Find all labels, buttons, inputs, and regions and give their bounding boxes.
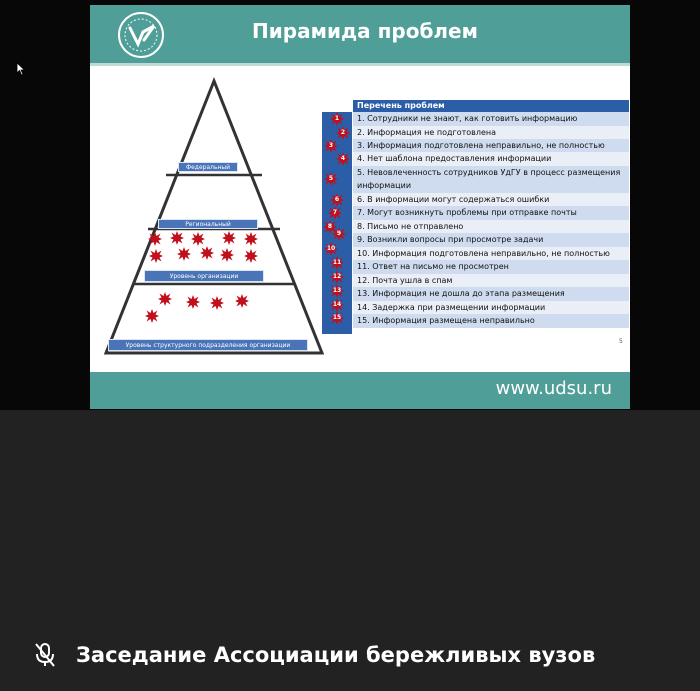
slide-page-number: 5 [619, 338, 623, 345]
problem-marker-icon: 15 [330, 311, 344, 325]
list-item: 5. Невовлеченность сотрудников УдГУ в процесс размещения информации [353, 166, 629, 193]
problem-marker-icon: 12 [330, 270, 344, 284]
level-label-federal: Федеральный [178, 162, 238, 172]
problem-marker-icon [210, 296, 224, 310]
problem-marker-icon [177, 247, 191, 261]
problem-marker-icon [191, 232, 205, 246]
problem-marker-icon: 2 [336, 126, 350, 140]
list-item: 9. Возникли вопросы при просмотре задачи [353, 233, 629, 247]
problem-marker-icon: 9 [332, 227, 346, 241]
problem-marker-icon: 1 [330, 112, 344, 126]
problem-marker-icon: 14 [330, 298, 344, 312]
list-item: 1. Сотрудники не знают, как готовить информацию [353, 112, 629, 126]
list-item: 3. Информация подготовлена неправильно, не полностью [353, 139, 629, 152]
problem-marker-icon: 13 [330, 284, 344, 298]
problem-pyramid [104, 77, 324, 357]
slide-header [90, 5, 630, 63]
problem-marker-icon: 3 [324, 139, 338, 153]
problem-marker-icon [148, 232, 162, 246]
problem-marker-icon [200, 246, 214, 260]
university-logo-icon [116, 10, 166, 60]
problem-marker-icon: 11 [330, 256, 344, 270]
problem-marker-icon [145, 309, 159, 323]
list-item: 12. Почта ушла в спам [353, 274, 629, 287]
problem-marker-icon: 5 [324, 172, 338, 186]
slide-url: www.udsu.ru [495, 378, 612, 399]
list-item: 11. Ответ на письмо не просмотрен [353, 260, 629, 274]
problem-marker-icon [158, 292, 172, 306]
problem-marker-icon [149, 249, 163, 263]
list-item: 4. Нет шаблона предоставления информации [353, 152, 629, 166]
list-item: 10. Информация подготовлена неправильно, не полностью [353, 247, 629, 260]
slide-title: Пирамида проблем [252, 19, 478, 43]
problem-marker-icon [244, 232, 258, 246]
mouse-cursor-icon [16, 62, 26, 76]
list-item: 13. Информация не дошла до этапа размещения [353, 287, 629, 301]
list-item: 14. Задержка при размещении информации [353, 301, 629, 314]
meeting-title: Заседание Ассоциации бережливых вузов [76, 643, 596, 667]
problem-list-header: Перечень проблем [353, 100, 629, 112]
problem-marker-icon [222, 231, 236, 245]
list-item: 8. Письмо не отправлено [353, 220, 629, 233]
problem-marker-icon: 4 [336, 152, 350, 166]
list-item: 7. Могут возникнуть проблемы при отправке почты [353, 206, 629, 220]
problem-marker-icon [244, 249, 258, 263]
problem-marker-icon [220, 248, 234, 262]
problem-marker-icon: 10 [324, 242, 338, 256]
problem-marker-icon: 8 [323, 220, 337, 234]
presentation-slide [90, 5, 630, 409]
level-label-organization: Уровень организации [144, 270, 264, 282]
problem-marker-icon [235, 294, 249, 308]
level-label-regional: Региональный [158, 219, 258, 229]
problem-marker-icon: 7 [328, 206, 342, 220]
list-item: 15. Информация размещена неправильно [353, 314, 629, 328]
level-label-department: Уровень структурного подразделения организации [108, 339, 308, 351]
slide-footer [90, 372, 630, 409]
header-divider [90, 63, 630, 66]
list-item: 2. Информация не подготовлена [353, 126, 629, 139]
problem-marker-icon [186, 295, 200, 309]
mic-muted-icon[interactable] [34, 642, 56, 668]
problem-marker-icon [170, 231, 184, 245]
list-item: 6. В информации могут содержаться ошибки [353, 193, 629, 206]
problem-marker-icon: 6 [330, 193, 344, 207]
